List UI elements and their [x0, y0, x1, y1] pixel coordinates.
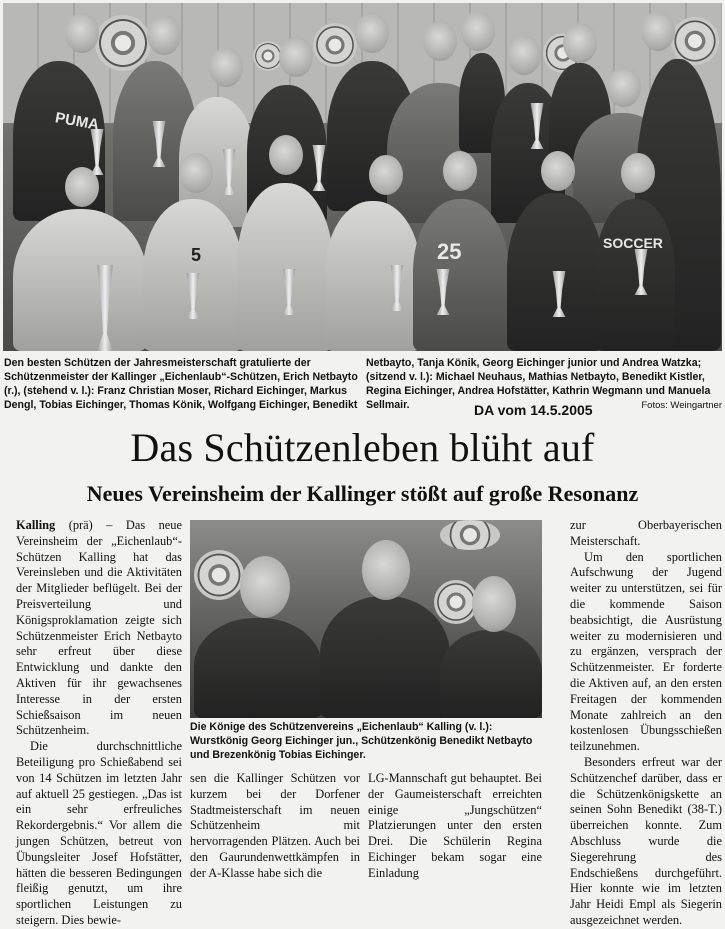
kings-photo [190, 520, 542, 718]
person-head [472, 576, 516, 632]
person-head [541, 151, 575, 191]
article-subheadline: Neues Vereinsheim der Kallinger stößt auf große Resonanz [86, 481, 639, 506]
shirt-text-soccer: SOCCER [603, 235, 663, 251]
person-head [507, 35, 541, 75]
king-person-3 [440, 630, 542, 718]
king-person-1 [194, 618, 322, 718]
person-head [621, 153, 655, 193]
wall-target-3 [313, 23, 357, 67]
shirt-number-25: 25 [437, 239, 462, 264]
shirt-number-5: 5 [191, 245, 202, 265]
paragraph-text: (prä) – Das neue Vereinsheim der „Eichenlaub“-Schützen Kalling hat das Vereinsleben und die Aktivitäten der Mitglieder beflügelt. Bei der Preisverteilung und Königsproklamation zeigte sich Schützenmeister Erich Netbayto sehr erfreut über diese Entwicklung und dankte den Aktiven für ihr gewachsenes Interesse in der ersten Schießsaison im neuen Schützenheim. [16, 518, 182, 738]
paragraph: Die durchschnittliche Beteiligung pro Schießabend sei von 14 Schützen im letzten Jahr auf aktuell 25 gestiegen. „Das ist ein sehr erfreuliches Rekordergebnis.“ Vor allem die jungen Schützen, betreut von Übungsleiter Josef Hofstätter, hätten die besseren Bedingungen fleißig genutzt, um ihre sportlichen Leistungen zu steigern. Dies bewie- [16, 739, 182, 927]
paragraph: zur Oberbayerischen Meisterschaft. [570, 518, 722, 548]
person-head [461, 11, 495, 51]
person-head [641, 11, 675, 51]
person-head [607, 67, 641, 107]
group-photo [3, 3, 722, 351]
article-column-1 [16, 518, 182, 927]
photo-credit: Fotos: Weingartner [641, 400, 722, 411]
shirt-text-puma: PUMA [53, 109, 101, 134]
person-head [355, 13, 389, 53]
dateline: Kalling [16, 518, 56, 532]
top-photo-caption-left: Den besten Schützen der Jahresmeisterschaft gratulierte der Schützenmeister der Kallinger „Eichenlaub“-Schützen, Erich Netbayto (r.), (stehend v. l.): Franz Christian Moser, Richard Eichinger, Markus Dengl, Tobias Eichinger, Thomas Könik, Wolfgang Eichinger, Benedikt [4, 357, 358, 411]
wall-target-7 [440, 520, 500, 550]
person-seated-5 [413, 199, 509, 351]
person-head [279, 37, 313, 77]
paragraph: Um den sportlichen Aufschwung der Jugend weiter zu unterstützen, sei für die kommende Saison beabsichtigt, die Ausrüstung weiter zu modernisieren und zu ergänzen, versprach der Schützenmeister. Er forderte die Aktiven auf, an den ersten Freitagen der kommenden Monate zahlreich an den kostenlosen Übungsschießen teilzunehmen. [570, 549, 722, 754]
article-headline: Das Schützenleben blüht auf [130, 425, 595, 470]
person-head [423, 21, 457, 61]
person-head [269, 135, 303, 175]
date-stamp: DA vom 14.5.2005 [474, 402, 593, 418]
person-seated-4 [325, 201, 421, 351]
top-photo-caption-right: Netbayto, Tanja Könik, Georg Eichinger junior und Andrea Watzka; (sitzend v. l.): Michael Neuhaus, Mathias Netbayto, Benedikt Kistler, Regina Eichinger, Andrea Hofstätter, Kathrin Wegmann und Manuela Sellmair. [366, 357, 711, 411]
person-head [443, 151, 477, 191]
wall-target-5 [671, 17, 719, 65]
kings-photo-caption: Die Könige des Schützenvereins „Eichenlaub“ Kalling (v. l.): Wurstkönig Georg Eichinger jun., Schützenkönig Benedikt Netbayto und Brezenkönig Tobias Eichinger. [190, 721, 533, 761]
person-seated-1 [13, 209, 147, 351]
article-column-4 [570, 518, 722, 927]
person-head [147, 15, 181, 55]
paragraph: Besonders erfreut war der Schützenchef darüber, dass er die Schützenkönigskette an seinen Sohn Benedikt (38-T.) überreichen konnte. Zum Abschluss wurde die Siegerehrung des Endschießens durchgeführt. Hier konnte wie im letzten Jahr Heidi Empl als Siegerin ausgezeichnet werden. [570, 754, 722, 927]
person-head [563, 23, 597, 63]
paragraph: sen die Kallinger Schützen vor kurzem bei der Dorfener Stadtmeisterschaft im neuen Schützenheim mit hervorragenden Plätzen. Auch bei den Gaurundenwettkämpfen in der A-Klasse habe sich die [190, 771, 360, 880]
person-head [240, 556, 290, 618]
person-seated-7 [595, 199, 675, 351]
article-column-3 [368, 771, 542, 880]
person-head [65, 13, 99, 53]
wall-target-6 [194, 550, 244, 600]
paragraph: LG-Mannschaft gut behauptet. Bei der Gaumeisterschaft erreichten einige „Jungschützen“ Platzierungen unter den ersten Drei. Die Schülerin Regina Eichinger bekam sogar eine Einladung [368, 771, 542, 880]
person-head [369, 155, 403, 195]
person-head [209, 47, 243, 87]
person-head [179, 153, 213, 193]
paragraph [16, 518, 182, 739]
king-person-2 [320, 596, 450, 718]
article-column-2 [190, 771, 360, 880]
person-seated-3 [237, 183, 333, 351]
person-head [362, 540, 410, 600]
